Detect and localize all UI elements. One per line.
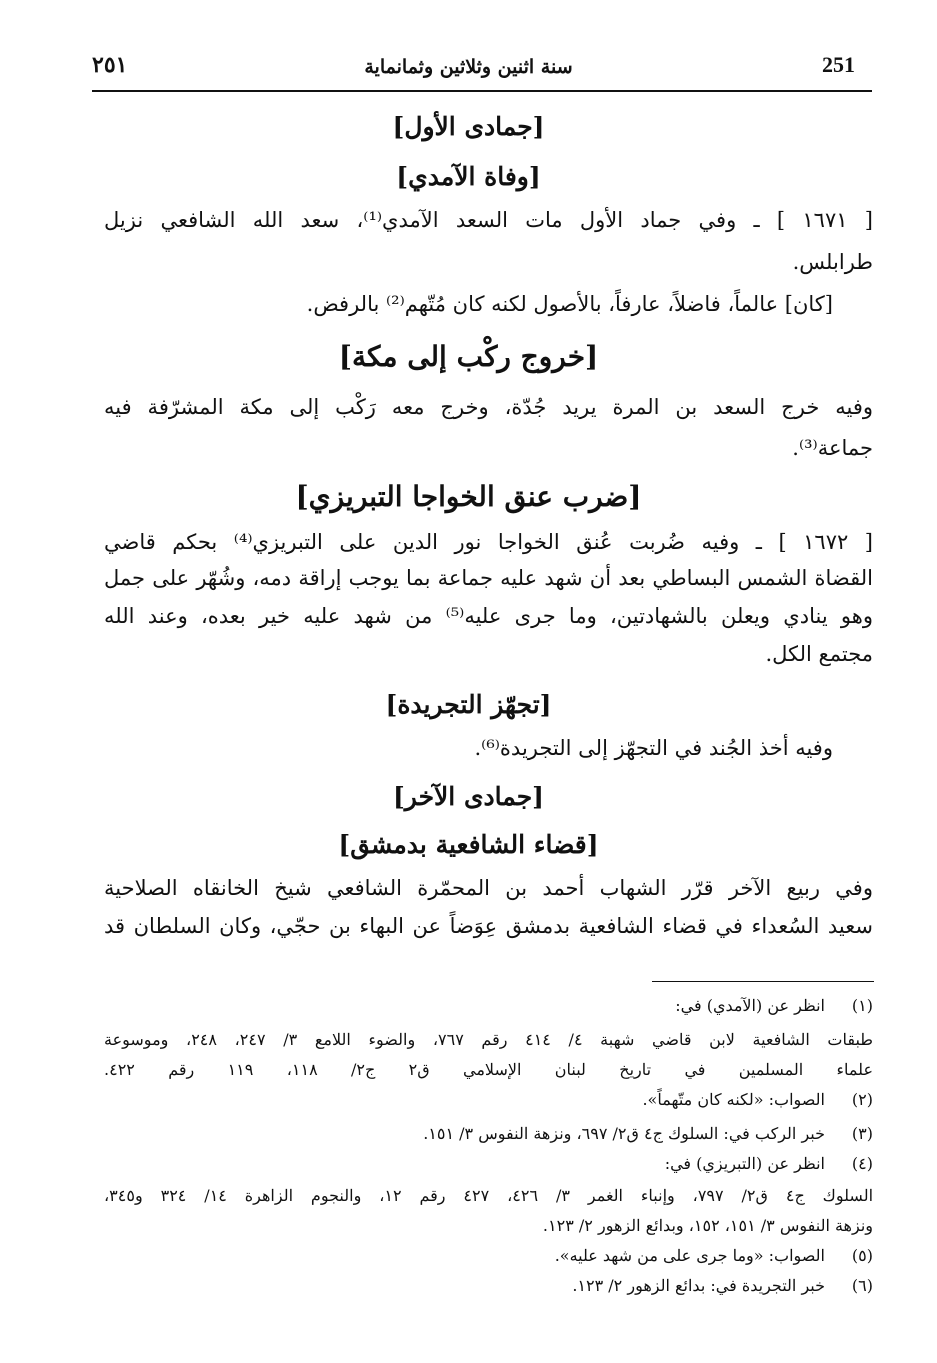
- footnote-6-number: (٦): [851, 1276, 873, 1295]
- entry-1672-line-3: وهو ينادي ويعلن بالشهادتين، وما جرى عليه⁽⁵⁾ من شهد عليه خير بعده، وعند الله: [104, 604, 873, 628]
- entry-1672-line-1: [ ١٦٧٢ ] ـ وفيه ضُربت عُنق الخواجا نور الدين على التبريزي⁽⁴⁾ بحكم قاضي: [104, 530, 873, 554]
- footnote-4-continuation-2: ونزهة النفوس ٣/ ١٥١، ١٥٢، وبدائع الزهور ٢/ ١٢٣.: [542, 1216, 873, 1235]
- entry-1671-line-2: طرابلس.: [792, 250, 873, 274]
- paragraph-expedition: وفيه أخذ الجُند في التجهّز إلى التجريدة⁽⁶⁾.: [474, 736, 833, 760]
- section-heading-caravan-mecca: [خروج ركْب إلى مكة]: [338, 340, 599, 373]
- entry-1672-line-2: القضاة الشمس البساطي بعد أن شهد عليه جماعة بما يوجب إراقة دمه، وشُهّر على جمل: [104, 566, 873, 590]
- section-heading-execution-tabrizi: [ضرب عنق الخواجا التبريزي]: [295, 480, 642, 513]
- footnote-5-number: (٥): [851, 1246, 873, 1265]
- entry-1672-line-4: مجتمع الكل.: [765, 642, 873, 666]
- paragraph-judiciary-line-1: وفي ربيع الآخر قرّر الشهاب أحمد بن المحمّرة الشافعي شيخ الخانقاه الصلاحية: [104, 876, 873, 900]
- section-heading-death-amidi: [وفاة الآمدي]: [396, 162, 541, 191]
- paragraph-caravan-line-1: وفيه خرج السعد بن المرة يريد جُدّة، وخرج معه رَكْب إلى مكة المشرّفة فيه: [104, 395, 873, 419]
- footnote-4-number: (٤): [851, 1154, 873, 1173]
- footnote-divider: [652, 981, 874, 982]
- paragraph-caravan-line-2: جماعة⁽³⁾.: [792, 436, 873, 460]
- footnote-3-number: (٣): [851, 1124, 873, 1143]
- running-title: سنة اثنين وثلاثين وثمانماية: [364, 56, 573, 78]
- paragraph-amidi-description: [كان] عالماً، فاضلاً، عارفاً، بالأصول لكنه كان مُتّهم⁽²⁾ بالرفض.: [306, 292, 833, 316]
- footnote-1-continuation-2: علماء المسلمين في تاريخ لبنان الإسلامي ق٢ ج٢/ ١١٨، ١١٩ رقم ٤٢٢.: [104, 1060, 873, 1079]
- footnote-5-text: الصواب: «وما جرى على من شهد عليه».: [554, 1246, 825, 1265]
- entry-1671-line-1: [ ١٦٧١ ] ـ وفي جماد الأول مات السعد الآمدي⁽¹⁾، سعد الله الشافعي نزيل: [104, 208, 873, 232]
- footnote-4-text: انظر عن (التبريزي) في:: [664, 1154, 825, 1173]
- paragraph-judiciary-line-2: سعيد السُعداء في قضاء الشافعية بدمشق عِوَضاً عن البهاء بن حجّي، وكان السلطان قد: [104, 914, 873, 938]
- header-divider: [92, 90, 872, 92]
- page-number-arabic: ٢٥١: [92, 52, 128, 78]
- section-heading-jumada-al-awwal: [جمادى الأول]: [392, 112, 545, 141]
- footnote-2-text: الصواب: «لكنه كان متّهماً».: [642, 1090, 825, 1109]
- footnote-3-text: خبر الركب في: السلوك ج٤ ق٢/ ٦٩٧، ونزهة النفوس ٣/ ١٥١.: [423, 1124, 825, 1143]
- footnote-1-continuation-1: طبقات الشافعية لابن قاضي شهبة ٤/ ٤١٤ رقم ٧٦٧، والضوء اللامع ٣/ ٢٤٧، ٢٤٨، وموسوعة: [104, 1030, 874, 1049]
- footnote-1-number: (١): [851, 996, 873, 1015]
- page-number-latin: 251: [822, 52, 855, 77]
- section-heading-expedition-preparation: [تجهّز التجريدة]: [385, 690, 552, 719]
- section-heading-jumada-al-akhir: [جمادى الآخر]: [392, 782, 545, 811]
- section-heading-shafii-judiciary-damascus: [قضاء الشافعية بدمشق]: [338, 830, 599, 859]
- footnote-6-text: خبر التجريدة في: بدائع الزهور ٢/ ١٢٣.: [572, 1276, 825, 1295]
- footnote-4-continuation-1: السلوك ج٤ ق٢/ ٧٩٧، وإنباء الغمر ٣/ ٤٢٦، ٤٢٧ رقم ١٢، والنجوم الزاهرة ١٤/ ٣٢٤ و٣٤٥،: [104, 1186, 874, 1205]
- footnote-1-text: انظر عن (الآمدي) في:: [675, 996, 825, 1015]
- footnote-2-number: (٢): [851, 1090, 873, 1109]
